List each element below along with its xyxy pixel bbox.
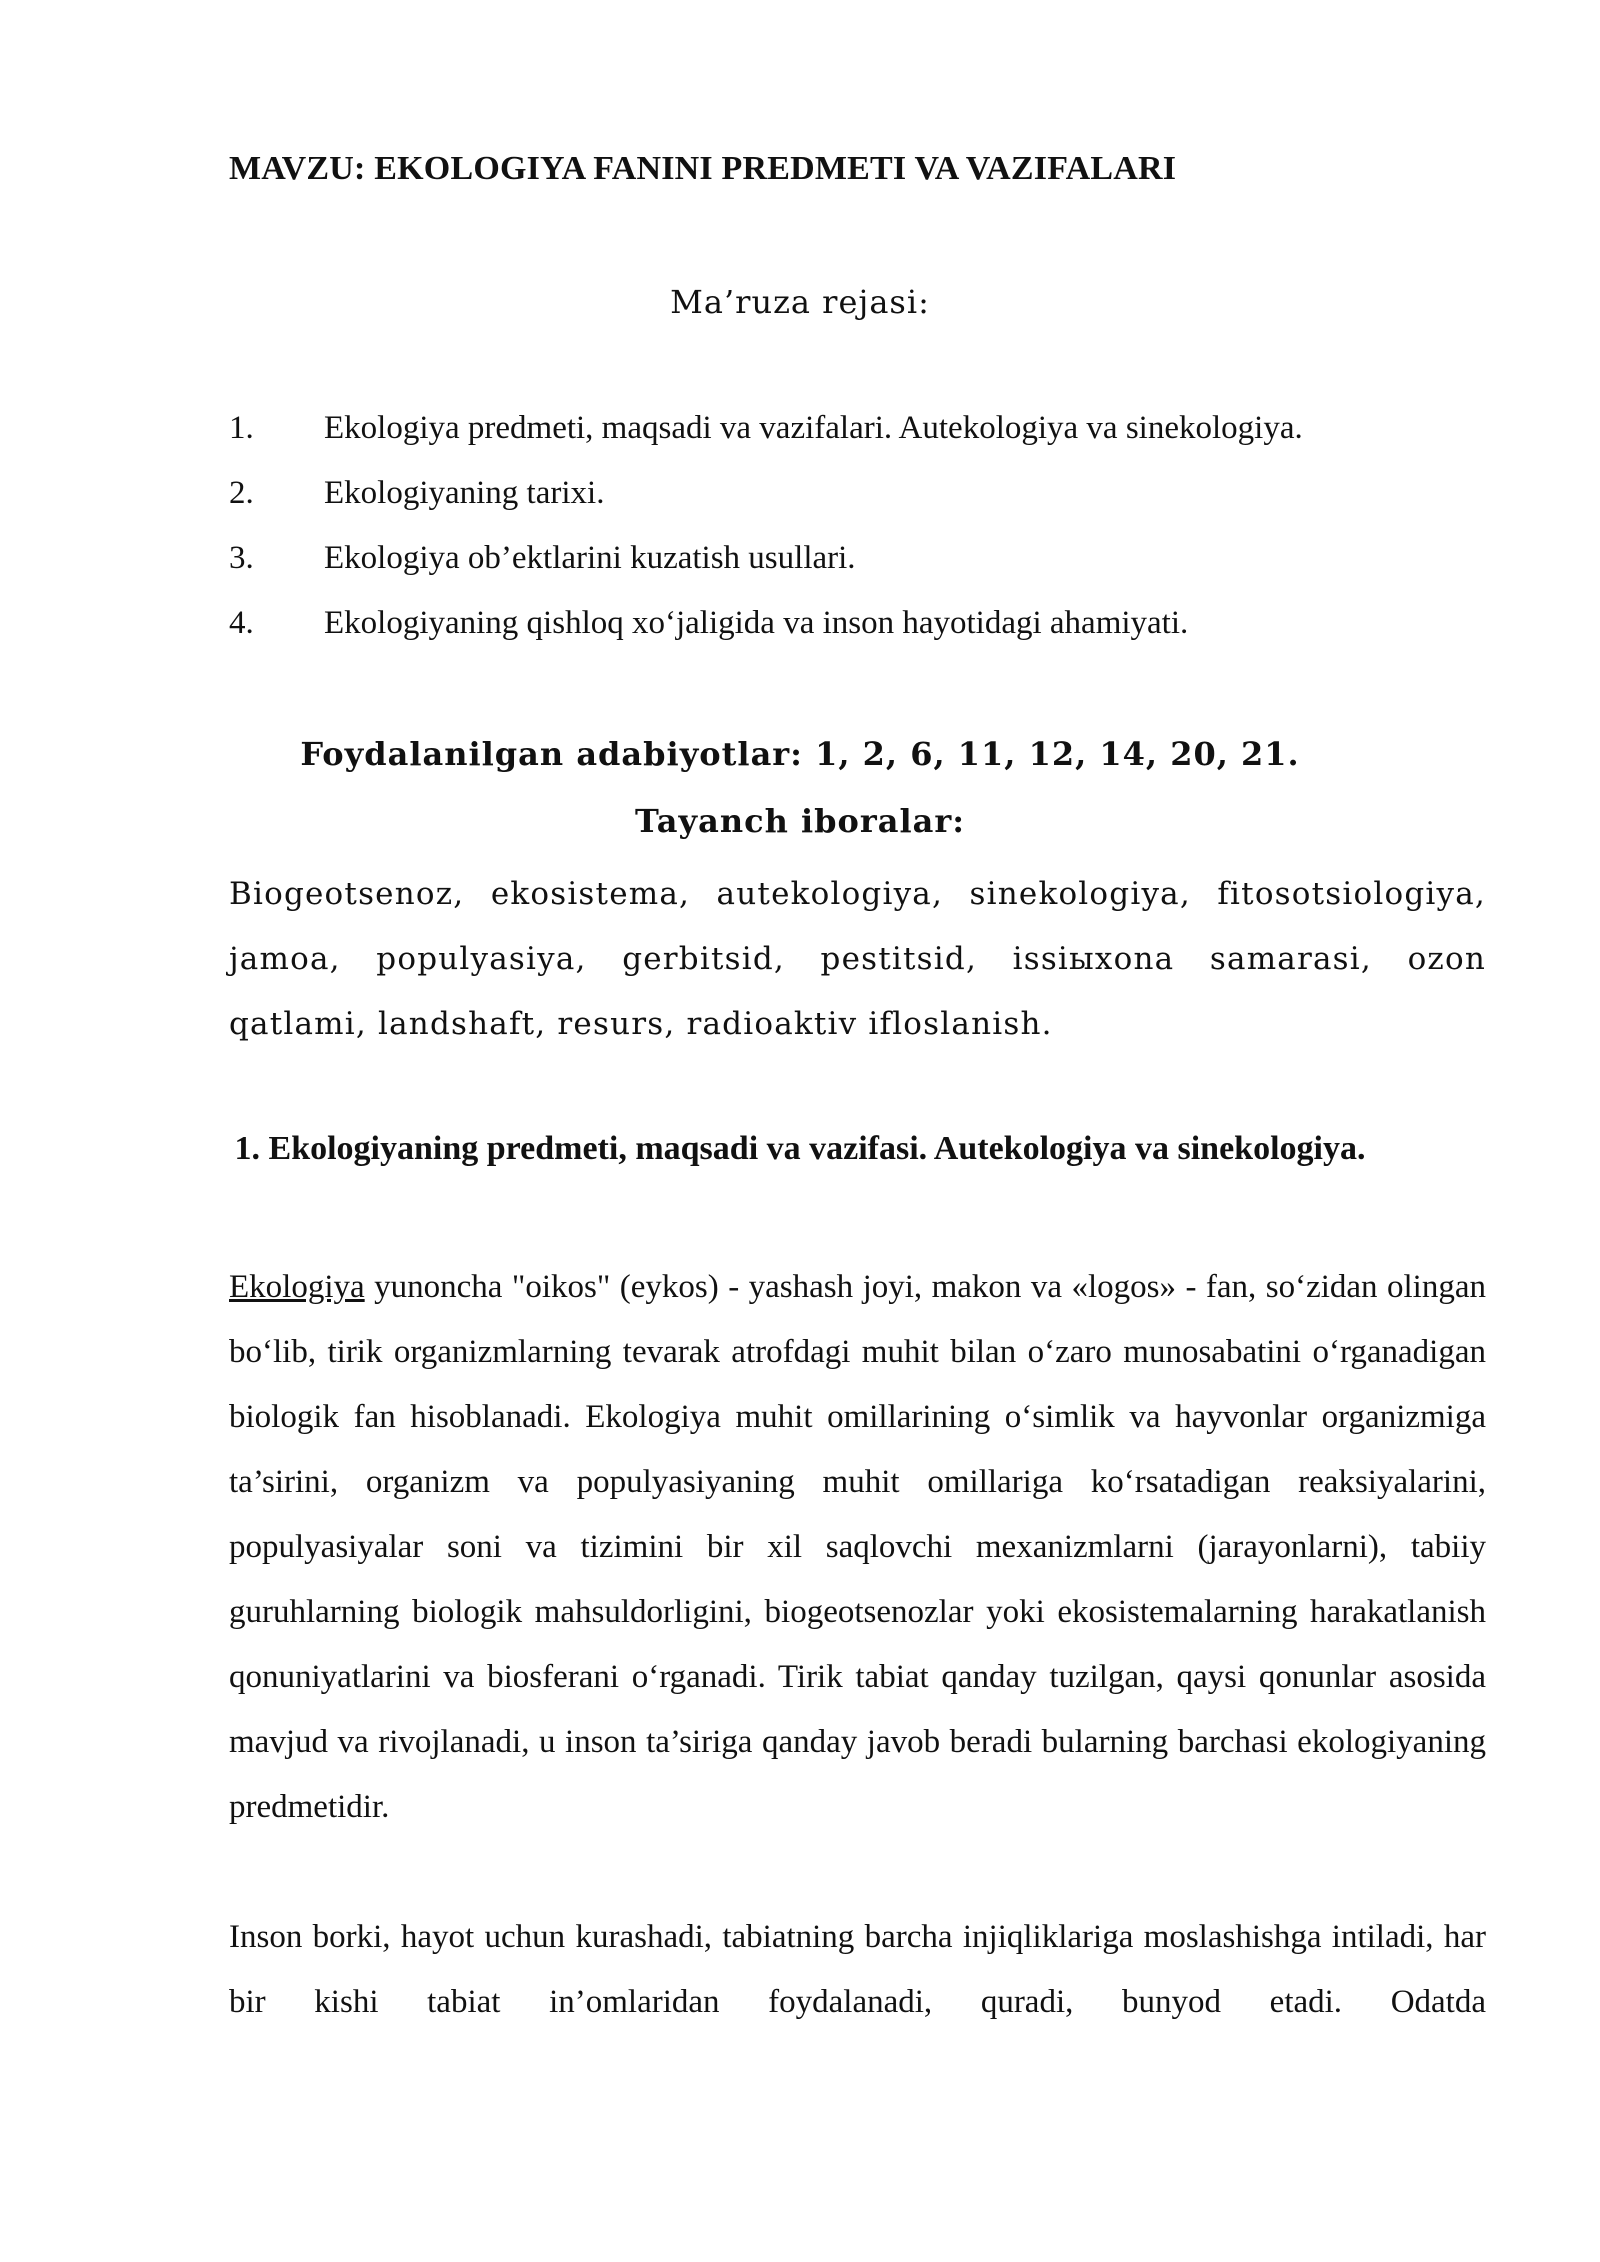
plan-item-text: Ekologiyaning tarixi. [324, 475, 605, 511]
plan-item [229, 605, 1303, 670]
plan-item [229, 475, 1303, 540]
section-heading: 1. Ekologiyaning predmeti, maqsadi va vazifasi. Autekologiya va sinekologiya. [234, 1130, 1366, 1167]
paragraph-text: yunoncha "oikos" (eykos) - yashash joyi, makon va «logos» - fan, so‘zidan olingan bo‘lib, tirik organizmlarning tevarak atrofdagi muhit bilan o‘zaro munosabatini o‘rganadigan biologik fan hisoblanadi. Ekologiya muhit omillarining o‘simlik va hayvonlar organizmiga ta’sirini, organizm va populyasiyaning muhit omillariga ko‘rsatadigan reaksiyalarini, populyasiyalar soni va tizimini bir xil saqlovchi mexanizmlarni (jarayonlarni), tabiiy guruhlarning biologik mahsuldorligini, biogeotsenozlar yoki ekosistemalarning harakatlanish qonuniyatlarini va biosferani o‘rganadi. Tirik tabiat qanday tuzilgan, qaysi qonunlar asosida mavjud va rivojlanadi, u inson ta’siriga qanday javob beradi bularning barchasi ekologiyaning predmetidir. [229, 1269, 1486, 1825]
plan-heading: Ma’ruza rejasi: [670, 283, 930, 321]
section-paragraph-2: Inson borki, hayot uchun kurashadi, tabiatning barcha injiqliklariga moslashishga intiladi, har bir kishi tabiat in’omlaridan foydalanadi, quradi, bunyod etadi. Odatda [229, 1919, 1486, 2020]
literature-line: Foydalanilgan adabiyotlar: 1, 2, 6, 11, 12, 14, 20, 21. [300, 735, 1300, 773]
document-title: MAVZU: EKOLOGIYA FANINI PREDMETI VA VAZIFALARI [229, 150, 1177, 187]
plan-list [229, 410, 1303, 670]
term-ekologiya: Ekologiya [229, 1269, 365, 1305]
plan-item-number: 2. [229, 475, 254, 511]
section-paragraph [229, 1255, 1486, 1840]
keywords-text: Biogeotsenoz, ekosistema, autekologiya, sinekologiya, fitosotsiologiya, jamoa, populyasiya, gerbitsid, pestitsid, issiыxona samarasi, ozon qatlami, landshaft, resurs, radioaktiv ifloslanish. [229, 876, 1486, 1042]
plan-item-number: 1. [229, 410, 254, 446]
plan-item-text: Ekologiya predmeti, maqsadi va vazifalari. Autekologiya va sinekologiya. [324, 410, 1303, 446]
plan-item-text: Ekologiya ob’ektlarini kuzatish usullari. [324, 540, 856, 576]
keywords-heading: Tayanch iboralar: [635, 802, 965, 840]
plan-item-text: Ekologiyaning qishloq xo‘jaligida va inson hayotidagi ahamiyati. [324, 605, 1189, 641]
plan-item [229, 540, 1303, 605]
plan-item [229, 410, 1303, 475]
plan-item-number: 3. [229, 540, 254, 576]
plan-item-number: 4. [229, 605, 254, 641]
